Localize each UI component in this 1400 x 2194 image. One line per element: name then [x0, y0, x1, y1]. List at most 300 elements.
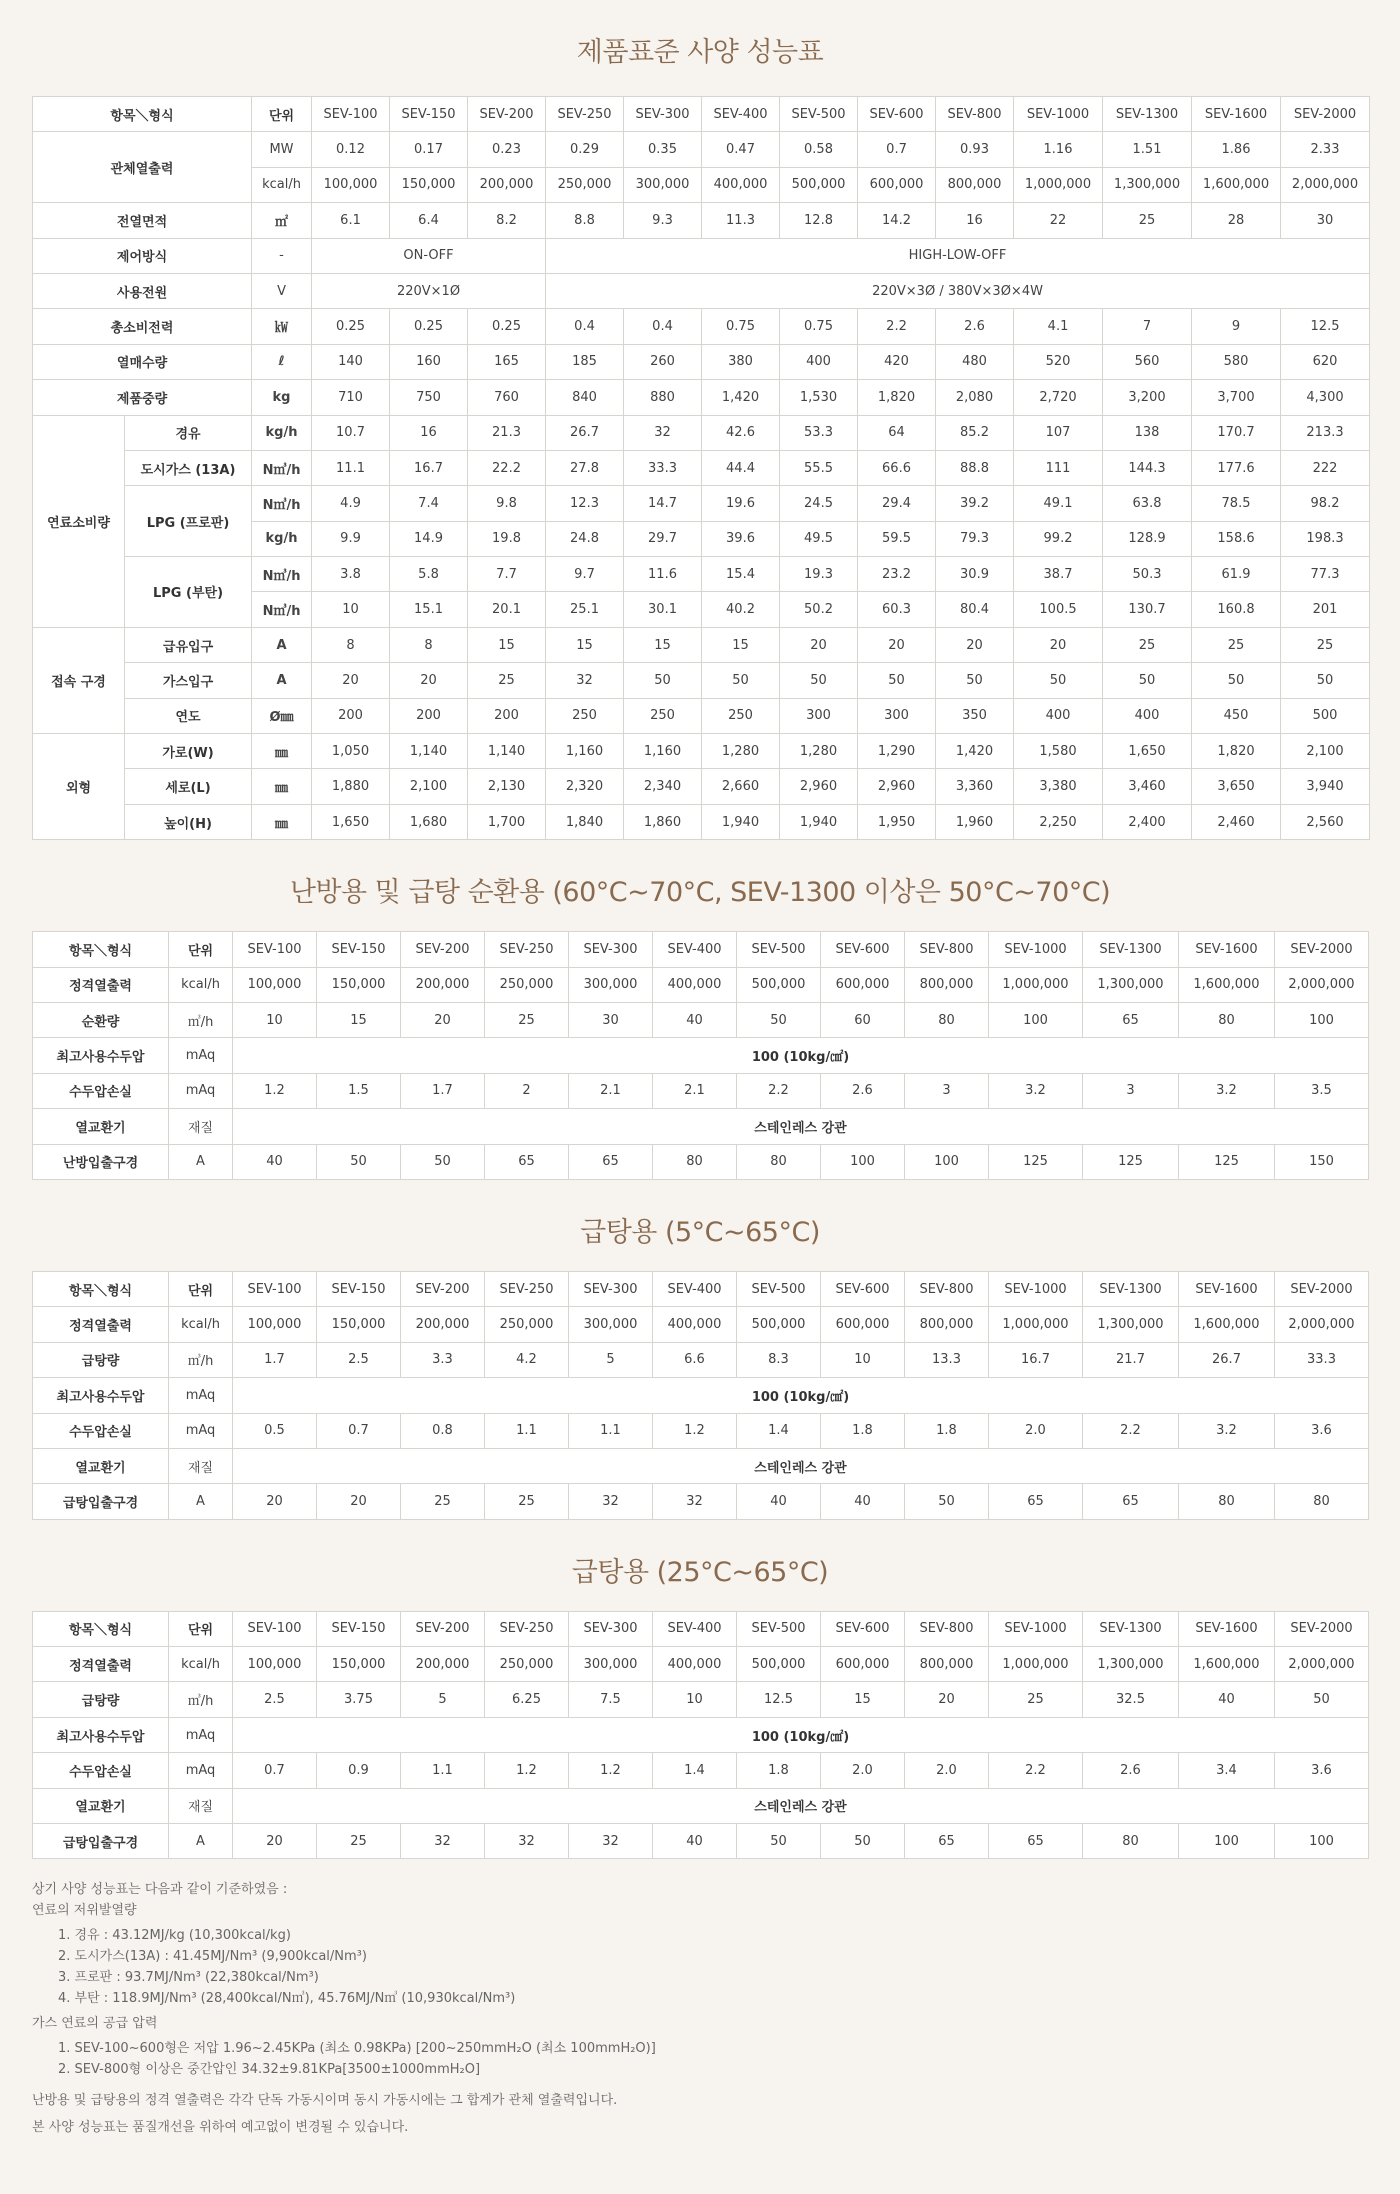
- value-cell: 1,940: [702, 804, 780, 839]
- value-cell: 0.8: [401, 1413, 485, 1448]
- value-cell: 스테인레스 강관: [233, 1448, 1369, 1483]
- value-cell: 7.5: [569, 1682, 653, 1717]
- value-cell: 25: [1192, 627, 1281, 662]
- value-cell: 1,680: [390, 804, 468, 839]
- table-row: [33, 1073, 1369, 1108]
- header-model-cell: SEV-500: [737, 1271, 821, 1306]
- value-cell: 2.6: [936, 309, 1014, 344]
- value-cell: 2.1: [569, 1073, 653, 1108]
- value-cell: 100,000: [233, 1647, 317, 1682]
- value-cell: 28: [1192, 203, 1281, 238]
- value-cell: 33.3: [1275, 1342, 1369, 1377]
- value-cell: 50: [936, 663, 1014, 698]
- value-cell: 50: [1281, 663, 1370, 698]
- notes-change-notice: 본 사양 성능표는 품질개선을 위하여 예고없이 변경될 수 있습니다.: [32, 2120, 409, 2136]
- value-cell: 1.8: [737, 1753, 821, 1788]
- value-cell: 50: [1275, 1682, 1369, 1717]
- value-cell: 2,320: [546, 769, 624, 804]
- value-cell: 130.7: [1103, 592, 1192, 627]
- value-cell: 1,000,000: [989, 1307, 1083, 1342]
- value-cell: 760: [468, 380, 546, 415]
- value-cell: 128.9: [1103, 521, 1192, 556]
- value-cell: 2,100: [390, 769, 468, 804]
- value-cell: 50: [401, 1144, 485, 1179]
- value-cell: 22: [1014, 203, 1103, 238]
- value-cell: 800,000: [905, 1647, 989, 1682]
- value-cell: 39.6: [702, 521, 780, 556]
- value-cell: 400: [1103, 698, 1192, 733]
- value-cell: 5.8: [390, 557, 468, 592]
- section-title-hotwater-5-65: 급탕용 (5°C~65°C): [580, 1216, 820, 1248]
- header-model-cell: SEV-250: [485, 1271, 569, 1306]
- value-cell: 32: [653, 1484, 737, 1519]
- value-cell: 8: [390, 627, 468, 662]
- notes-press-list: [32, 2038, 1368, 2080]
- table-row: [33, 1038, 1369, 1073]
- row-label: 열매수량: [33, 344, 252, 379]
- value-cell: 250: [546, 698, 624, 733]
- value-cell: 1.4: [737, 1413, 821, 1448]
- unit-cell: mAq: [169, 1378, 233, 1413]
- value-cell: 30: [569, 1002, 653, 1037]
- unit-cell: N㎥/h: [252, 450, 312, 485]
- header-model-cell: SEV-400: [653, 1271, 737, 1306]
- notes-press-item: 2. SEV-800형 이상은 중간압인 34.32±9.81KPa[3500±1000mmH₂O]: [58, 2062, 481, 2078]
- value-cell: 1,530: [780, 380, 858, 415]
- value-cell: 10: [821, 1342, 905, 1377]
- value-cell: 8: [312, 627, 390, 662]
- notes-simultaneous: 난방용 및 급탕용의 정격 열출력은 각각 단독 가동시이며 동시 가동시에는 그 합계가 관체 열출력입니다.: [32, 2093, 618, 2109]
- value-cell: 2.0: [905, 1753, 989, 1788]
- value-cell: 1,600,000: [1179, 1647, 1275, 1682]
- value-cell: 16.7: [989, 1342, 1083, 1377]
- value-cell: 3,360: [936, 769, 1014, 804]
- value-cell: 59.5: [858, 521, 936, 556]
- value-cell: 33.3: [624, 450, 702, 485]
- value-cell: 40: [821, 1484, 905, 1519]
- unit-cell: ㎥/h: [169, 1342, 233, 1377]
- value-cell: 0.7: [317, 1413, 401, 1448]
- value-cell: 1,050: [312, 734, 390, 769]
- value-cell: 50: [1192, 663, 1281, 698]
- header-model-cell: SEV-150: [317, 1271, 401, 1306]
- value-cell: 64: [858, 415, 936, 450]
- value-cell: 107: [1014, 415, 1103, 450]
- value-cell: 150,000: [317, 967, 401, 1002]
- row-label: 경유: [125, 415, 252, 450]
- unit-cell: mAq: [169, 1038, 233, 1073]
- value-cell: 250,000: [485, 967, 569, 1002]
- unit-cell: ℓ: [252, 344, 312, 379]
- value-cell: 40.2: [702, 592, 780, 627]
- header-model-cell: SEV-1300: [1083, 932, 1179, 967]
- value-cell: 600,000: [821, 1307, 905, 1342]
- value-cell: 125: [1179, 1144, 1275, 1179]
- value-cell: 80: [1275, 1484, 1369, 1519]
- value-cell: 30: [1281, 203, 1370, 238]
- header-model-cell: SEV-2000: [1281, 97, 1370, 132]
- value-cell: 400: [1014, 698, 1103, 733]
- value-cell: 20: [233, 1484, 317, 1519]
- value-cell: 620: [1281, 344, 1370, 379]
- table-row: [33, 967, 1369, 1002]
- value-cell: 0.12: [312, 132, 390, 167]
- header-model-cell: SEV-200: [468, 97, 546, 132]
- table-row: [33, 273, 1370, 308]
- value-cell: 200,000: [401, 1307, 485, 1342]
- row-label: 정격열출력: [33, 1307, 169, 1342]
- value-cell: 27.8: [546, 450, 624, 485]
- row-label: 전열면적: [33, 203, 252, 238]
- value-cell: 2.0: [821, 1753, 905, 1788]
- value-cell: 500,000: [737, 967, 821, 1002]
- table-row: [33, 804, 1370, 839]
- value-cell: 100: [1275, 1824, 1369, 1859]
- header-model-cell: SEV-300: [569, 1611, 653, 1646]
- value-cell: 15.4: [702, 557, 780, 592]
- header-model-cell: SEV-250: [485, 932, 569, 967]
- value-cell: 7.7: [468, 557, 546, 592]
- value-cell: 100: [1179, 1824, 1275, 1859]
- value-cell: 3.75: [317, 1682, 401, 1717]
- value-cell: 1.2: [569, 1753, 653, 1788]
- value-cell: 3.2: [1179, 1073, 1275, 1108]
- value-cell: 200,000: [468, 167, 546, 202]
- header-model-cell: SEV-1000: [1014, 97, 1103, 132]
- value-cell: 60: [821, 1002, 905, 1037]
- value-cell: 26.7: [546, 415, 624, 450]
- table-row: [33, 486, 1370, 521]
- header-model-cell: SEV-250: [485, 1611, 569, 1646]
- row-label: 높이(H): [125, 804, 252, 839]
- value-cell: 77.3: [1281, 557, 1370, 592]
- header-model-cell: SEV-2000: [1275, 932, 1369, 967]
- value-cell: 300,000: [569, 1647, 653, 1682]
- row-label: 사용전원: [33, 273, 252, 308]
- value-cell: 98.2: [1281, 486, 1370, 521]
- value-cell: 2,720: [1014, 380, 1103, 415]
- header-model-cell: SEV-1600: [1179, 1271, 1275, 1306]
- value-cell: 3: [1083, 1073, 1179, 1108]
- value-cell: 0.23: [468, 132, 546, 167]
- heating-spec-table: [32, 931, 1369, 1180]
- value-cell: 198.3: [1281, 521, 1370, 556]
- table-row: [33, 1144, 1369, 1179]
- unit-cell: kcal/h: [169, 967, 233, 1002]
- value-cell: 20: [936, 627, 1014, 662]
- row-label: 열교환기: [33, 1109, 169, 1144]
- value-cell: 7.4: [390, 486, 468, 521]
- value-cell: 20: [780, 627, 858, 662]
- unit-cell: kg/h: [252, 415, 312, 450]
- value-cell: 125: [1083, 1144, 1179, 1179]
- value-cell: 26.7: [1179, 1342, 1275, 1377]
- value-cell: 1,580: [1014, 734, 1103, 769]
- header-model-cell: SEV-2000: [1275, 1271, 1369, 1306]
- value-cell: 50.2: [780, 592, 858, 627]
- value-cell: 29.4: [858, 486, 936, 521]
- value-cell: 1.2: [233, 1073, 317, 1108]
- notes-lhv-item: 1. 경유 : 43.12MJ/kg (10,300kcal/kg): [58, 1928, 291, 1944]
- value-cell: 3,200: [1103, 380, 1192, 415]
- table-row: [33, 1717, 1369, 1752]
- header-item-cell: 항목＼형식: [33, 932, 169, 967]
- value-cell: 1,300,000: [1083, 1307, 1179, 1342]
- header-model-cell: SEV-1600: [1179, 932, 1275, 967]
- value-cell: 50: [780, 663, 858, 698]
- notes-lhv-item: 3. 프로판 : 93.7MJ/Nm³ (22,380kcal/Nm³): [58, 1970, 319, 1986]
- value-cell: 50: [1014, 663, 1103, 698]
- value-cell: 15: [702, 627, 780, 662]
- value-cell: 3.6: [1275, 1413, 1369, 1448]
- value-cell: 0.75: [702, 309, 780, 344]
- value-cell: 1,820: [1192, 734, 1281, 769]
- value-cell: 600,000: [821, 1647, 905, 1682]
- value-cell: 100 (10kg/㎠): [233, 1378, 1369, 1413]
- header-item-cell: 항목＼형식: [33, 1271, 169, 1306]
- value-cell: 1,950: [858, 804, 936, 839]
- value-cell: 800,000: [905, 1307, 989, 1342]
- value-cell: 1,650: [1103, 734, 1192, 769]
- unit-cell: A: [169, 1144, 233, 1179]
- value-cell: 21.3: [468, 415, 546, 450]
- value-cell: 125: [989, 1144, 1083, 1179]
- unit-cell: N㎥/h: [252, 592, 312, 627]
- value-cell: 78.5: [1192, 486, 1281, 521]
- value-cell: 100: [821, 1144, 905, 1179]
- value-cell: 0.7: [858, 132, 936, 167]
- value-cell: 25.1: [546, 592, 624, 627]
- header-model-cell: SEV-1000: [989, 932, 1083, 967]
- unit-cell: ㎜: [252, 769, 312, 804]
- value-cell: 2.6: [1083, 1753, 1179, 1788]
- value-cell: 12.5: [1281, 309, 1370, 344]
- value-cell: 20: [390, 663, 468, 698]
- value-cell: 25: [1281, 627, 1370, 662]
- value-cell: 2.2: [737, 1073, 821, 1108]
- header-model-cell: SEV-600: [821, 1271, 905, 1306]
- value-cell: 100 (10kg/㎠): [233, 1717, 1369, 1752]
- row-label: 총소비전력: [33, 309, 252, 344]
- row-label: 열교환기: [33, 1448, 169, 1483]
- value-cell: 11.1: [312, 450, 390, 485]
- header-model-cell: SEV-100: [233, 1271, 317, 1306]
- section-title-heating: 난방용 및 급탕 순환용 (60°C~70°C, SEV-1300 이상은 50°C~70°C): [289, 877, 1111, 909]
- row-label: LPG (프로판): [125, 486, 252, 557]
- group-label: 접속 구경: [33, 627, 125, 733]
- value-cell: 80: [653, 1144, 737, 1179]
- value-cell: 2: [485, 1073, 569, 1108]
- value-cell: 138: [1103, 415, 1192, 450]
- value-cell: 2.2: [1083, 1413, 1179, 1448]
- value-cell: 2.5: [317, 1342, 401, 1377]
- value-cell: 0.5: [233, 1413, 317, 1448]
- value-cell: 40: [653, 1002, 737, 1037]
- value-cell: 15: [317, 1002, 401, 1037]
- value-cell: 8.3: [737, 1342, 821, 1377]
- table-row: [33, 1307, 1369, 1342]
- header-model-cell: SEV-200: [401, 932, 485, 967]
- value-cell: 0.4: [624, 309, 702, 344]
- unit-cell: V: [252, 273, 312, 308]
- value-cell: 100,000: [312, 167, 390, 202]
- value-cell: 60.3: [858, 592, 936, 627]
- table-row: [33, 1682, 1369, 1717]
- value-cell: 11.6: [624, 557, 702, 592]
- value-cell: 1.1: [401, 1753, 485, 1788]
- value-cell: 480: [936, 344, 1014, 379]
- value-cell: 1,140: [390, 734, 468, 769]
- value-cell: 3.3: [401, 1342, 485, 1377]
- value-cell: 1,280: [702, 734, 780, 769]
- value-cell: 3.2: [989, 1073, 1083, 1108]
- value-cell: 300: [780, 698, 858, 733]
- table-row: [33, 1342, 1369, 1377]
- value-cell: 20: [317, 1484, 401, 1519]
- value-cell: 4,300: [1281, 380, 1370, 415]
- unit-cell: 재질: [169, 1788, 233, 1823]
- value-cell: 85.2: [936, 415, 1014, 450]
- row-label: 정격열출력: [33, 1647, 169, 1682]
- header-model-cell: SEV-1000: [989, 1271, 1083, 1306]
- header-model-cell: SEV-400: [702, 97, 780, 132]
- value-cell: 61.9: [1192, 557, 1281, 592]
- value-cell: 1.7: [401, 1073, 485, 1108]
- row-label: 도시가스 (13A): [125, 450, 252, 485]
- value-cell: 2,400: [1103, 804, 1192, 839]
- value-cell: 65: [1083, 1484, 1179, 1519]
- value-cell: 1.51: [1103, 132, 1192, 167]
- header-model-cell: SEV-150: [390, 97, 468, 132]
- notes-lhv-list: [32, 1925, 1368, 2009]
- value-cell: 32.5: [1083, 1682, 1179, 1717]
- value-cell: 100 (10kg/㎠): [233, 1038, 1369, 1073]
- table-row: [33, 1002, 1369, 1037]
- value-cell: 0.4: [546, 309, 624, 344]
- value-cell: 12.3: [546, 486, 624, 521]
- unit-cell: 재질: [169, 1448, 233, 1483]
- value-cell: 200: [390, 698, 468, 733]
- header-model-cell: SEV-500: [737, 1611, 821, 1646]
- table-row: [33, 1824, 1369, 1859]
- value-cell: 600,000: [821, 967, 905, 1002]
- unit-cell: kcal/h: [169, 1647, 233, 1682]
- value-cell: 4.9: [312, 486, 390, 521]
- value-cell: 14.2: [858, 203, 936, 238]
- table-row: [33, 1109, 1369, 1144]
- value-cell: 150: [1275, 1144, 1369, 1179]
- header-unit-cell: 단위: [169, 932, 233, 967]
- value-cell: 2,000,000: [1275, 1307, 1369, 1342]
- unit-cell: ㎥/h: [169, 1002, 233, 1037]
- value-cell: 25: [401, 1484, 485, 1519]
- value-cell: 1,420: [702, 380, 780, 415]
- unit-cell: ㎾: [252, 309, 312, 344]
- value-cell: 63.8: [1103, 486, 1192, 521]
- value-cell: 158.6: [1192, 521, 1281, 556]
- value-cell: 30.9: [936, 557, 1014, 592]
- table-row: [33, 1753, 1369, 1788]
- value-cell: 29.7: [624, 521, 702, 556]
- header-model-cell: SEV-800: [905, 1611, 989, 1646]
- value-cell: 185: [546, 344, 624, 379]
- value-cell: 1,300,000: [1083, 1647, 1179, 1682]
- value-cell: 50: [1103, 663, 1192, 698]
- table-row: [33, 238, 1370, 273]
- value-cell: 9.9: [312, 521, 390, 556]
- header-model-cell: SEV-1300: [1083, 1271, 1179, 1306]
- header-item-cell: 항목＼형식: [33, 97, 252, 132]
- value-cell: 201: [1281, 592, 1370, 627]
- value-cell: 2.6: [821, 1073, 905, 1108]
- value-cell: 1,960: [936, 804, 1014, 839]
- value-cell: 1.4: [653, 1753, 737, 1788]
- value-cell: 500,000: [780, 167, 858, 202]
- value-cell: 150,000: [317, 1647, 401, 1682]
- value-cell: 14.7: [624, 486, 702, 521]
- value-cell: 220V×1Ø: [312, 273, 546, 308]
- value-cell: 0.93: [936, 132, 1014, 167]
- value-cell: 스테인레스 강관: [233, 1788, 1369, 1823]
- value-cell: 144.3: [1103, 450, 1192, 485]
- value-cell: 300,000: [624, 167, 702, 202]
- value-cell: 5: [569, 1342, 653, 1377]
- group-label: 외형: [33, 734, 125, 840]
- value-cell: 0.25: [390, 309, 468, 344]
- value-cell: 1,600,000: [1192, 167, 1281, 202]
- table-row: [33, 1647, 1369, 1682]
- header-model-cell: SEV-100: [233, 1611, 317, 1646]
- header-model-cell: SEV-400: [653, 932, 737, 967]
- group-label: 연료소비량: [33, 415, 125, 627]
- value-cell: 15: [546, 627, 624, 662]
- value-cell: 400,000: [653, 967, 737, 1002]
- value-cell: 65: [989, 1824, 1083, 1859]
- section-title-hotwater-25-65: 급탕용 (25°C~65°C): [571, 1556, 829, 1588]
- value-cell: 88.8: [936, 450, 1014, 485]
- value-cell: 2.2: [858, 309, 936, 344]
- value-cell: 1.16: [1014, 132, 1103, 167]
- value-cell: 2,100: [1281, 734, 1370, 769]
- row-label: 관체열출력: [33, 132, 252, 203]
- value-cell: 350: [936, 698, 1014, 733]
- value-cell: 6.4: [390, 203, 468, 238]
- standard-spec-table: [32, 96, 1370, 840]
- value-cell: 710: [312, 380, 390, 415]
- header-item-cell: 항목＼형식: [33, 1611, 169, 1646]
- value-cell: 16: [390, 415, 468, 450]
- value-cell: 1,300,000: [1103, 167, 1192, 202]
- value-cell: 400,000: [653, 1307, 737, 1342]
- header-model-cell: SEV-150: [317, 932, 401, 967]
- value-cell: 0.25: [468, 309, 546, 344]
- value-cell: 20: [858, 627, 936, 662]
- value-cell: 20: [905, 1682, 989, 1717]
- value-cell: 3,460: [1103, 769, 1192, 804]
- value-cell: 100,000: [233, 1307, 317, 1342]
- value-cell: 10: [312, 592, 390, 627]
- value-cell: 2.2: [989, 1753, 1083, 1788]
- row-label: 급탕입출구경: [33, 1484, 169, 1519]
- value-cell: 50: [858, 663, 936, 698]
- row-label: 제품중량: [33, 380, 252, 415]
- value-cell: 11.3: [702, 203, 780, 238]
- header-model-cell: SEV-100: [233, 932, 317, 967]
- row-label: 제어방식: [33, 238, 252, 273]
- row-label: 최고사용수두압: [33, 1038, 169, 1073]
- value-cell: 150,000: [317, 1307, 401, 1342]
- row-label: 급탕입출구경: [33, 1824, 169, 1859]
